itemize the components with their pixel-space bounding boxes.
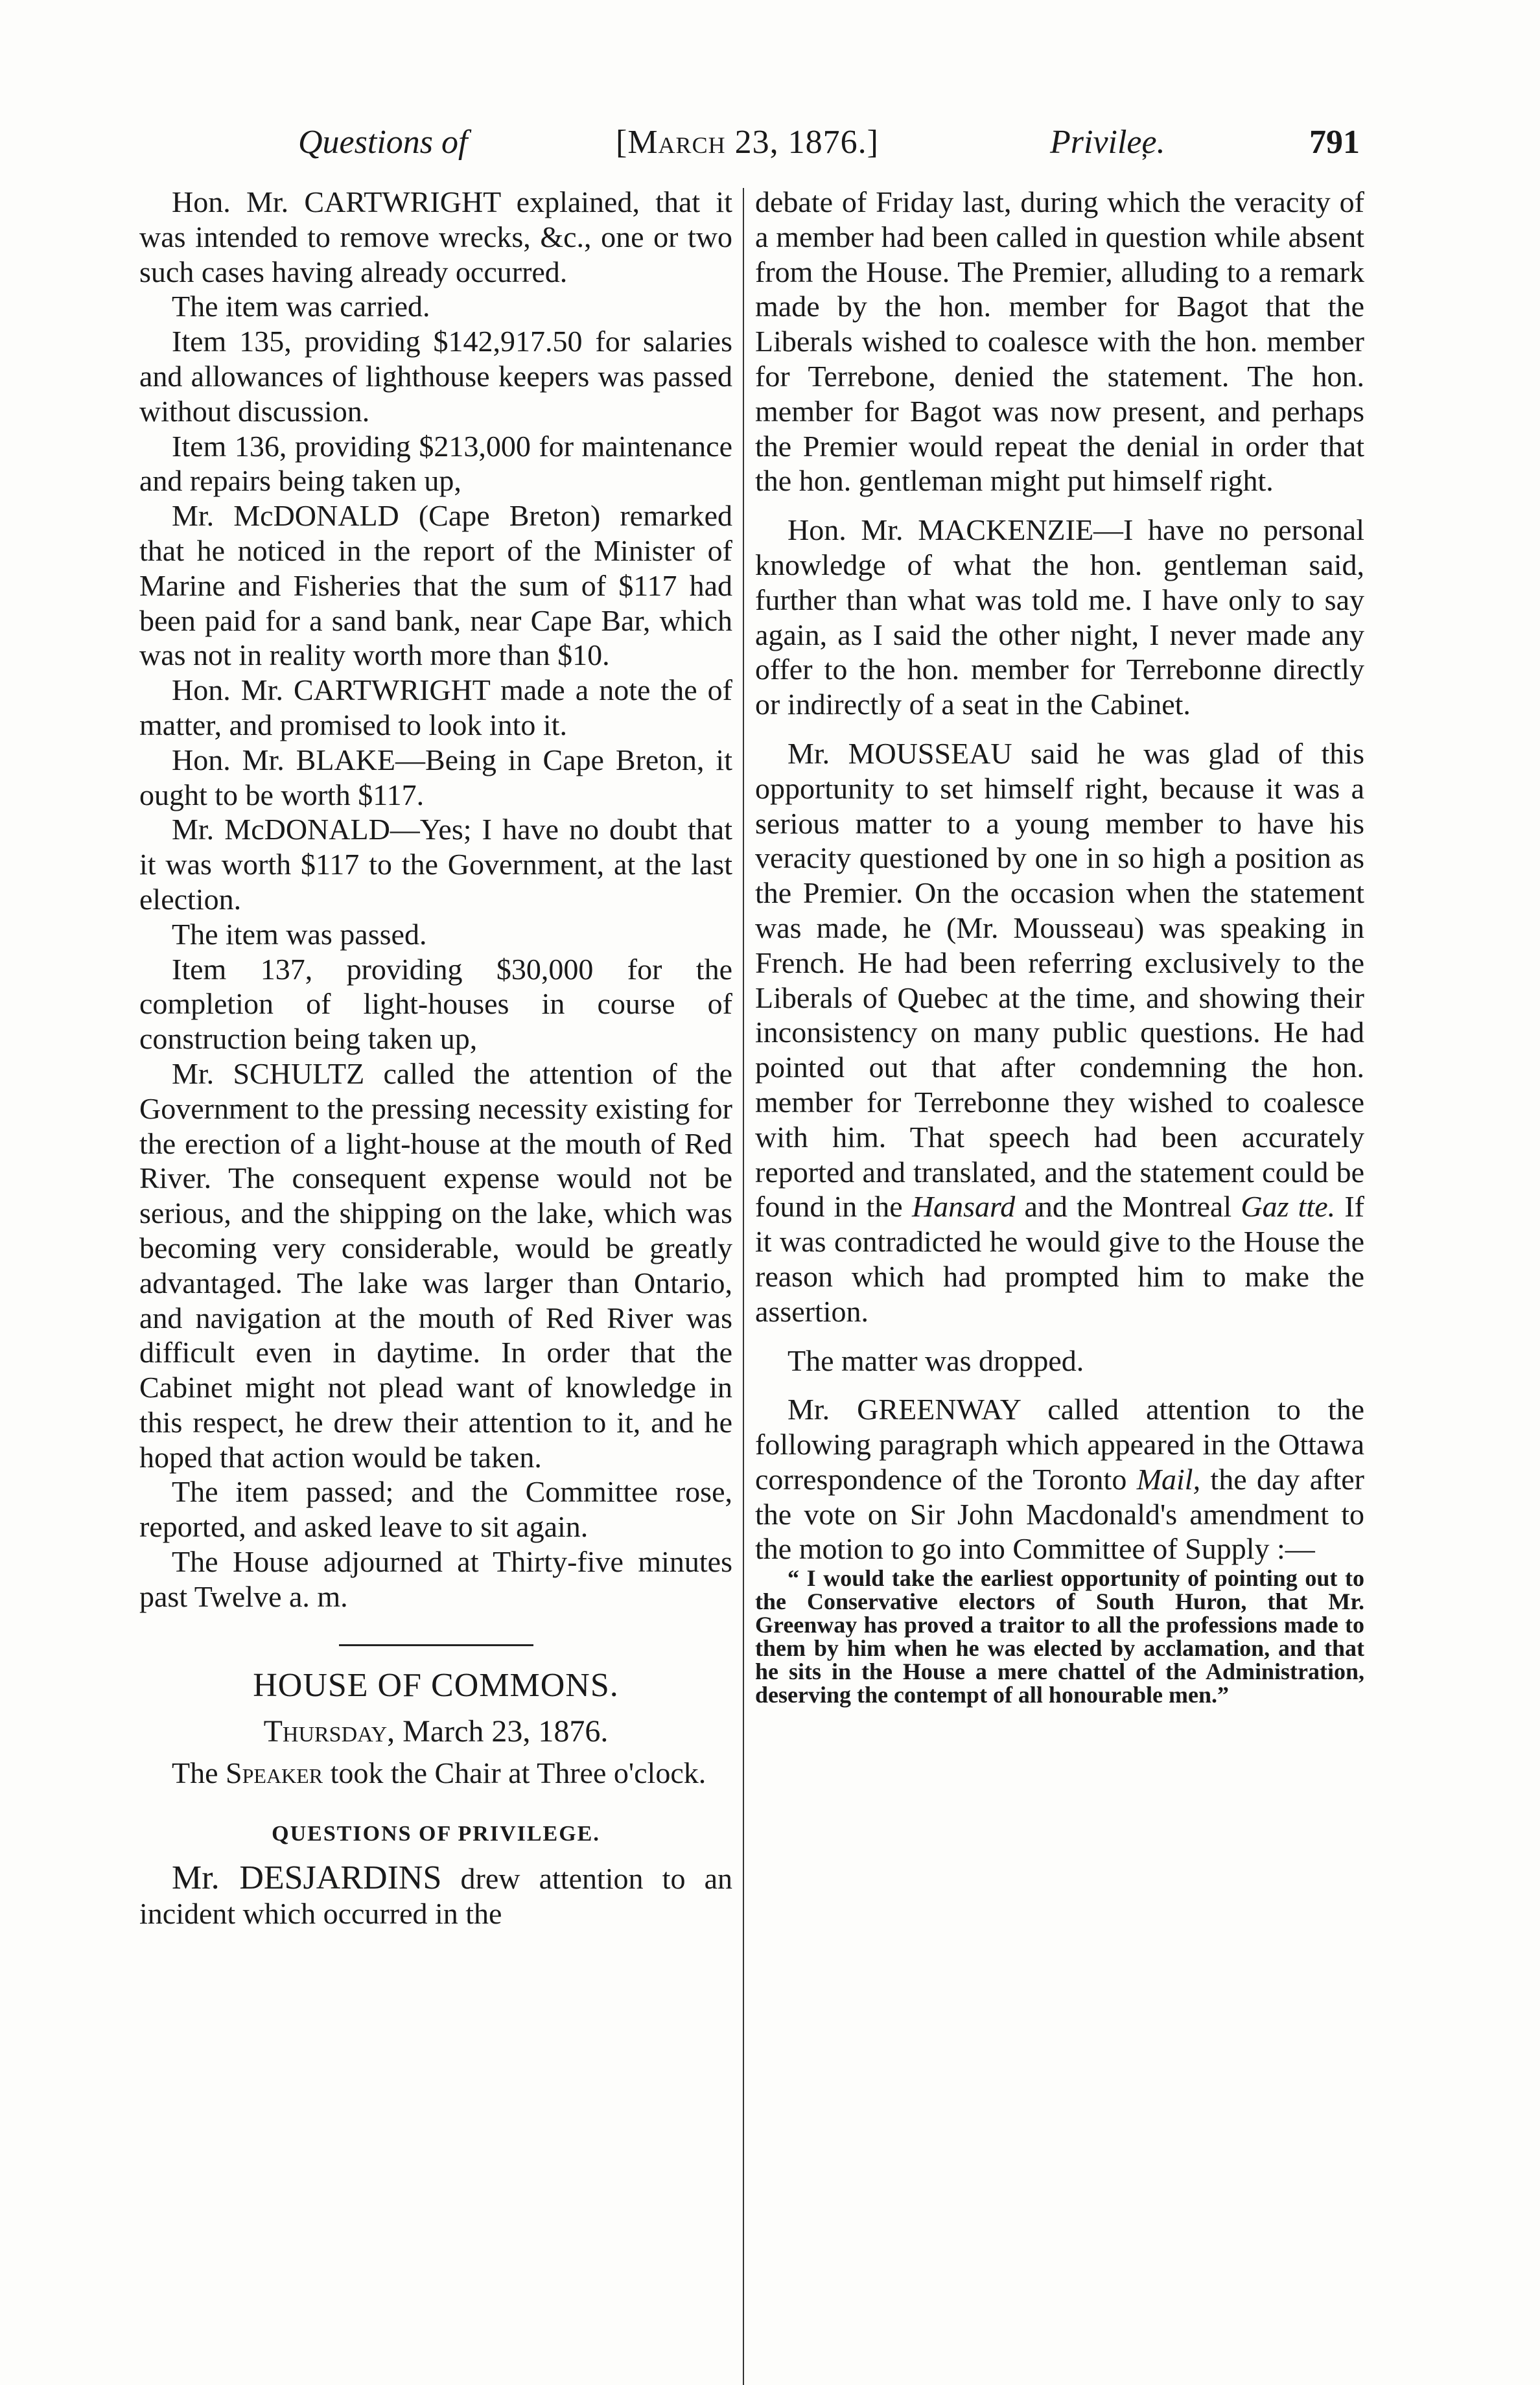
mousseau-text-b: and the Montreal <box>1015 1190 1241 1224</box>
paragraph: Item 136, providing $213,000 for maintenance and repairs being taken up, <box>139 429 732 498</box>
house-title: HOUSE OF COMMONS. <box>253 1666 619 1704</box>
paragraph: Mr. McDONALD (Cape Breton) remarked that he noticed in the report of the Minister of Marine and Fisheries that the sum of $117 had been paid for a sand bank, near Cape Bar, which was not in reality worth more than $10. <box>139 499 732 672</box>
header-left-title: Questions of <box>298 124 468 161</box>
desjardins-name: Mr. DESJARDINS <box>172 1859 442 1896</box>
paragraph: Item 135, providing $142,917.50 for salaries and allowances of lighthouse keepers was passed without discussion. <box>139 325 732 428</box>
mousseau-paragraph <box>755 736 1364 1329</box>
speaker-post: took the Chair at Three o'clock. <box>323 1756 706 1790</box>
hansard-title: Hansard <box>911 1190 1016 1224</box>
paragraph: The item was passed. <box>172 917 427 951</box>
speaker-word: Speaker <box>226 1756 323 1790</box>
mousseau-text-c: If it was contradicted he would give to the House the reason which had prompted him to make the assertion. <box>755 1190 1365 1328</box>
mail-title: Mail, <box>1136 1462 1201 1496</box>
speaker-paragraph <box>139 1756 732 1791</box>
paragraph: Hon. Mr. CARTWRIGHT made a note the of matter, and promised to look into it. <box>139 673 732 741</box>
paragraph: Mr. McDONALD—Yes; I have no doubt that it was worth $117 to the Government, at the last election. <box>139 813 732 916</box>
paragraph: Item 137, providing $30,000 for the completion of light-houses in course of construction being taken up, <box>139 952 732 1056</box>
dropped-paragraph: The matter was dropped. <box>788 1344 1084 1377</box>
paragraph: The item was carried. <box>172 290 430 323</box>
greenway-text-a: Mr. GREENWAY called attention to the following paragraph which appeared in the Ottawa correspondence of the Toronto <box>755 1393 1364 1496</box>
desjardins-paragraph <box>139 1861 732 1931</box>
speaker-pre: The <box>172 1756 226 1790</box>
column-divider <box>743 188 744 2385</box>
mackenzie-paragraph: Hon. Mr. MACKENZIE—I have no personal knowledge of what the hon. gentleman said, further than what was told me. I have only to say again, as I said the other night, I never made any offer to the hon. member for Terrebonne directly or indirectly of a seat in the Cabinet. <box>755 513 1364 721</box>
sitting-day: Thursday, <box>263 1714 395 1749</box>
continuation-paragraph: debate of Friday last, during which the veracity of a member had been called in question while absent from the House. The Premier, alluding to a remark made by the hon. member for Bagot that the Liberals wished to coalesce with the hon. member for Terrebone, denied the statement. The hon. member for Bagot was now present, and perhaps the Premier would repeat the denial in order that the hon. gentleman might put himself right. <box>755 185 1364 498</box>
page-header <box>292 113 1368 172</box>
header-right-title: Privile̦e. <box>1050 124 1165 161</box>
paragraph: Hon. Mr. BLAKE—Being in Cape Breton, it ought to be worth $117. <box>139 743 732 811</box>
paragraph: Hon. Mr. CARTWRIGHT explained, that it was intended to remove wrecks, &c., one or two such cases having already occurred. <box>139 185 732 288</box>
header-date: [March 23, 1876.] <box>616 124 879 161</box>
mousseau-text-a: Mr. MOUSSEAU said he was glad of this opportunity to set himself right, because it was a serious matter to a young member to have his veracity questioned by one in so high a position as the Premier. On the occasion when the statement was made, he (Mr. Mousseau) was speaking in French. He had been referring exclusively to the Liberals of Quebec at the time, and showing their inconsistency on many public questions. He had pointed out that after condemning the hon. member for Terrebonne they wished to coalesce with him. That speech had been accurately reported and translated, and the statement could be found in the <box>755 736 1364 1224</box>
paragraph: Mr. SCHULTZ called the attention of the Government to the pressing necessity existing for the erection of a light-house at the mouth of Red River. The consequent expense would not be serious, and the shipping on the lake, which was becoming very considerable, would be greatly advantaged. The lake was larger than Ontario, and navigation at the mouth of Red River was difficult even in daytime. In order that the Cabinet might not plead want of knowledge in this respect, he drew their attention to it, and he hoped that action would be taken. <box>139 1056 732 1474</box>
gazette-title: Gaz tte. <box>1241 1190 1336 1224</box>
quoted-paragraph: “ I would take the earliest opportunity of pointing out to the Conservative electors of South Huron, that Mr. Greenway has proved a traitor to all the professions made to them by him when he was elected by acclamation, and that he sits in the House a mere chattel of the Administration, deserving the contempt of all honourable men.” <box>755 1565 1364 1708</box>
sitting-date-rest: March 23, 1876. <box>395 1714 609 1749</box>
left-column <box>139 185 732 1931</box>
paragraph: The House adjourned at Thirty-five minutes past Twelve a. m. <box>139 1545 732 1613</box>
greenway-paragraph <box>755 1392 1364 1566</box>
paragraph: The item passed; and the Committee rose, reported, and asked leave to sit again. <box>139 1475 732 1544</box>
sitting-date <box>139 1714 732 1749</box>
section-heading: QUESTIONS OF PRIVILEGE. <box>272 1822 600 1846</box>
section-divider <box>339 1644 533 1646</box>
greenway-text-b: the day after the vote on Sir John Macdonald's amendment to the motion to go into Committee of Supply :— <box>755 1462 1364 1566</box>
page-number: 791 <box>1309 124 1360 161</box>
desjardins-text: drew attention to an incident which occurred in the <box>139 1861 733 1930</box>
right-column <box>755 185 1364 1706</box>
